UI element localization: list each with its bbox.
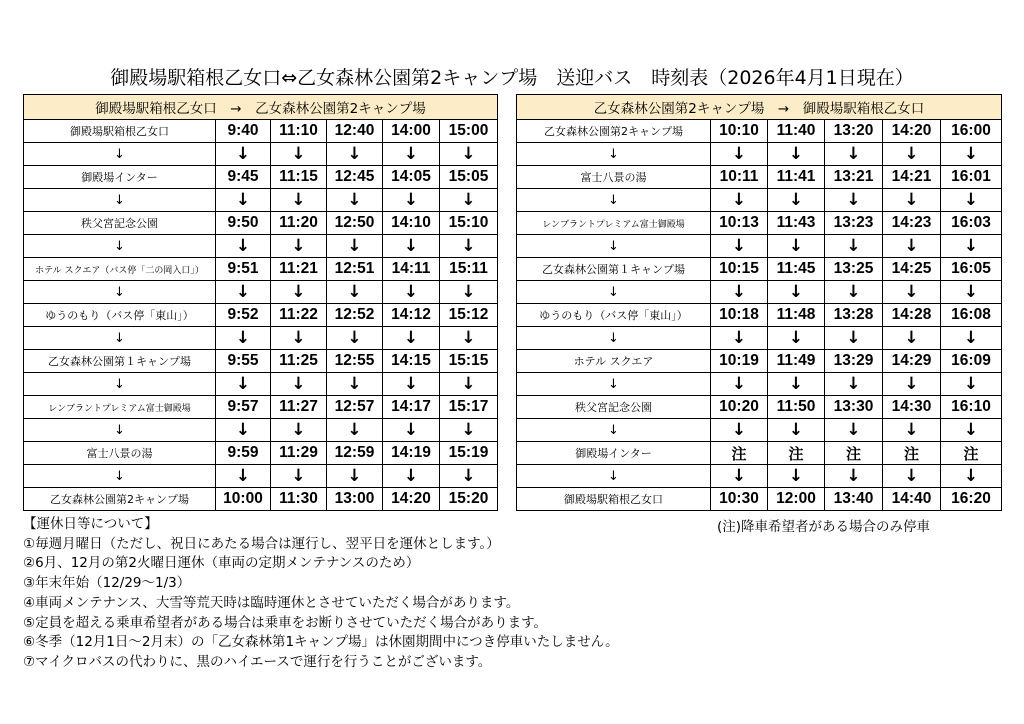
arrow-down-icon: ↓ <box>383 189 440 212</box>
arrow-down-icon: ↓ <box>517 465 711 488</box>
departure-time: 15:11 <box>440 258 498 281</box>
departure-time: 12:59 <box>327 442 383 465</box>
stop-name: 乙女森林公園第2キャンプ場 <box>517 120 711 143</box>
arrow-row <box>517 465 1002 488</box>
arrow-down-icon: ↓ <box>825 373 883 396</box>
stop-name: 乙女森林公園第１キャンプ場 <box>24 350 216 373</box>
arrow-down-icon: ↓ <box>768 327 825 350</box>
departure-time: 10:15 <box>711 258 768 281</box>
departure-time: 14:00 <box>383 120 440 143</box>
stop-name: 御殿場駅箱根乙女口 <box>24 120 216 143</box>
arrow-down-icon: ↓ <box>768 465 825 488</box>
stop-row <box>24 488 498 511</box>
departure-time: 11:10 <box>271 120 327 143</box>
arrow-down-icon: ↓ <box>711 143 768 166</box>
arrow-row <box>24 327 498 350</box>
departure-time: 16:08 <box>941 304 1002 327</box>
arrow-down-icon: ↓ <box>216 143 271 166</box>
arrow-down-icon: ↓ <box>440 419 498 442</box>
arrow-row <box>517 281 1002 304</box>
departure-time: 11:29 <box>271 442 327 465</box>
notes-heading: 【運休日等について】 <box>23 516 158 532</box>
arrow-down-icon: ↓ <box>271 465 327 488</box>
arrow-down-icon: ↓ <box>825 465 883 488</box>
stop-name: 秩父宮記念公園 <box>517 396 711 419</box>
arrow-down-icon: ↓ <box>883 327 941 350</box>
departure-time: 15:19 <box>440 442 498 465</box>
stop-name: 富士八景の湯 <box>24 442 216 465</box>
departure-time: 14:30 <box>883 396 941 419</box>
departure-time: 14:20 <box>383 488 440 511</box>
arrow-down-icon: ↓ <box>271 373 327 396</box>
departure-time: 15:10 <box>440 212 498 235</box>
departure-time: 12:40 <box>327 120 383 143</box>
arrow-down-icon: ↓ <box>327 327 383 350</box>
departure-time: 15:00 <box>440 120 498 143</box>
note-item: ①毎週月曜日（ただし、祝日にあたる場合は運行し、翌平日を運休とします。） <box>23 535 500 552</box>
arrow-down-icon: ↓ <box>825 143 883 166</box>
departure-time: 14:29 <box>883 350 941 373</box>
departure-time: 16:20 <box>941 488 1002 511</box>
arrow-down-icon: ↓ <box>941 373 1002 396</box>
stop-row <box>517 396 1002 419</box>
arrow-down-icon: ↓ <box>517 373 711 396</box>
note-marker: 注 <box>941 442 1002 465</box>
arrow-down-icon: ↓ <box>825 419 883 442</box>
departure-time: 13:00 <box>327 488 383 511</box>
departure-time: 11:27 <box>271 396 327 419</box>
arrow-row <box>24 189 498 212</box>
departure-time: 10:20 <box>711 396 768 419</box>
arrow-down-icon: ↓ <box>24 373 216 396</box>
departure-time: 10:00 <box>216 488 271 511</box>
arrow-down-icon: ↓ <box>941 143 1002 166</box>
stop-row <box>517 442 1002 465</box>
arrow-down-icon: ↓ <box>517 281 711 304</box>
departure-time: 9:55 <box>216 350 271 373</box>
stop-row <box>24 304 498 327</box>
arrow-down-icon: ↓ <box>711 373 768 396</box>
stop-row <box>24 396 498 419</box>
arrow-down-icon: ↓ <box>883 143 941 166</box>
arrow-down-icon: ↓ <box>941 419 1002 442</box>
stop-name: 富士八景の湯 <box>517 166 711 189</box>
departure-time: 13:29 <box>825 350 883 373</box>
arrow-down-icon: ↓ <box>327 281 383 304</box>
departure-time: 16:09 <box>941 350 1002 373</box>
arrow-down-icon: ↓ <box>327 235 383 258</box>
departure-time: 15:12 <box>440 304 498 327</box>
departure-time: 13:28 <box>825 304 883 327</box>
arrow-down-icon: ↓ <box>216 419 271 442</box>
timetable-outbound <box>23 94 498 511</box>
departure-time: 10:18 <box>711 304 768 327</box>
stop-row <box>517 212 1002 235</box>
arrow-row <box>24 373 498 396</box>
arrow-down-icon: ↓ <box>327 419 383 442</box>
arrow-row <box>24 281 498 304</box>
arrow-down-icon: ↓ <box>383 327 440 350</box>
departure-time: 9:57 <box>216 396 271 419</box>
note-marker: 注 <box>825 442 883 465</box>
footnote: (注)降車希望者がある場合のみ停車 <box>717 519 931 535</box>
arrow-down-icon: ↓ <box>711 189 768 212</box>
departure-time: 11:40 <box>768 120 825 143</box>
arrow-row <box>24 465 498 488</box>
departure-time: 14:23 <box>883 212 941 235</box>
arrow-down-icon: ↓ <box>383 235 440 258</box>
arrow-down-icon: ↓ <box>711 327 768 350</box>
note-item: ④車両メンテナンス、大雪等荒天時は臨時運休とさせていただく場合があります。 <box>23 594 520 611</box>
departure-time: 16:10 <box>941 396 1002 419</box>
departure-time: 10:30 <box>711 488 768 511</box>
stop-row <box>24 442 498 465</box>
arrow-down-icon: ↓ <box>941 235 1002 258</box>
departure-time: 9:59 <box>216 442 271 465</box>
arrow-down-icon: ↓ <box>768 235 825 258</box>
departure-time: 13:21 <box>825 166 883 189</box>
stop-row <box>517 258 1002 281</box>
departure-time: 12:50 <box>327 212 383 235</box>
departure-time: 10:19 <box>711 350 768 373</box>
arrow-down-icon: ↓ <box>440 235 498 258</box>
arrow-down-icon: ↓ <box>271 419 327 442</box>
note-item: ⑦マイクロバスの代わりに、黒のハイエースで運行を行うことがございます。 <box>23 653 492 670</box>
departure-time: 9:45 <box>216 166 271 189</box>
departure-time: 11:41 <box>768 166 825 189</box>
arrow-down-icon: ↓ <box>327 465 383 488</box>
stop-name: ホテル スクエア（バス停「二の岡入口」） <box>24 258 216 281</box>
arrow-row <box>517 189 1002 212</box>
arrow-down-icon: ↓ <box>825 235 883 258</box>
arrow-down-icon: ↓ <box>941 281 1002 304</box>
departure-time: 9:51 <box>216 258 271 281</box>
arrow-down-icon: ↓ <box>327 373 383 396</box>
arrow-down-icon: ↓ <box>941 465 1002 488</box>
departure-time: 14:15 <box>383 350 440 373</box>
departure-time: 14:17 <box>383 396 440 419</box>
arrow-down-icon: ↓ <box>383 419 440 442</box>
departure-time: 14:21 <box>883 166 941 189</box>
arrow-down-icon: ↓ <box>271 327 327 350</box>
departure-time: 14:12 <box>383 304 440 327</box>
departure-time: 13:30 <box>825 396 883 419</box>
stop-row <box>24 166 498 189</box>
arrow-down-icon: ↓ <box>517 235 711 258</box>
departure-time: 11:21 <box>271 258 327 281</box>
arrow-down-icon: ↓ <box>440 373 498 396</box>
note-marker: 注 <box>883 442 941 465</box>
arrow-down-icon: ↓ <box>711 465 768 488</box>
arrow-down-icon: ↓ <box>883 281 941 304</box>
stop-row <box>24 212 498 235</box>
arrow-down-icon: ↓ <box>383 373 440 396</box>
stop-name: ゆうのもり（バス停「東山」） <box>517 304 711 327</box>
arrow-down-icon: ↓ <box>440 189 498 212</box>
departure-time: 14:11 <box>383 258 440 281</box>
arrow-down-icon: ↓ <box>216 373 271 396</box>
arrow-down-icon: ↓ <box>216 327 271 350</box>
note-item: ③年末年始（12/29～1/3） <box>23 575 191 592</box>
departure-time: 14:25 <box>883 258 941 281</box>
timetable-return <box>516 94 1002 511</box>
departure-time: 14:05 <box>383 166 440 189</box>
arrow-row <box>517 235 1002 258</box>
stop-name: ゆうのもり（バス停「東山」） <box>24 304 216 327</box>
stop-name: レンブラントプレミアム富士御殿場 <box>517 212 711 235</box>
stop-row <box>517 304 1002 327</box>
arrow-down-icon: ↓ <box>941 189 1002 212</box>
arrow-down-icon: ↓ <box>768 373 825 396</box>
arrow-down-icon: ↓ <box>825 327 883 350</box>
departure-time: 11:30 <box>271 488 327 511</box>
arrow-row <box>517 143 1002 166</box>
departure-time: 16:05 <box>941 258 1002 281</box>
arrow-down-icon: ↓ <box>517 189 711 212</box>
stop-name: レンブラントプレミアム富士御殿場 <box>24 396 216 419</box>
stop-row <box>517 120 1002 143</box>
outbound-header: 御殿場駅箱根乙女口 → 乙女森林公園第2キャンプ場 <box>24 95 498 120</box>
stop-name: 御殿場インター <box>24 166 216 189</box>
return-header: 乙女森林公園第2キャンプ場 → 御殿場駅箱根乙女口 <box>517 95 1002 120</box>
departure-time: 12:55 <box>327 350 383 373</box>
arrow-row <box>24 235 498 258</box>
arrow-down-icon: ↓ <box>271 235 327 258</box>
departure-time: 11:49 <box>768 350 825 373</box>
departure-time: 9:50 <box>216 212 271 235</box>
departure-time: 10:11 <box>711 166 768 189</box>
arrow-down-icon: ↓ <box>216 189 271 212</box>
departure-time: 14:10 <box>383 212 440 235</box>
departure-time: 16:00 <box>941 120 1002 143</box>
arrow-down-icon: ↓ <box>883 465 941 488</box>
arrow-down-icon: ↓ <box>327 189 383 212</box>
arrow-row <box>24 419 498 442</box>
note-item: ⑤定員を超える乗車希望者がある場合は乗車をお断りさせていただく場合があります。 <box>23 614 548 631</box>
arrow-down-icon: ↓ <box>768 281 825 304</box>
arrow-down-icon: ↓ <box>825 189 883 212</box>
departure-time: 11:25 <box>271 350 327 373</box>
arrow-down-icon: ↓ <box>883 419 941 442</box>
arrow-down-icon: ↓ <box>883 235 941 258</box>
arrow-down-icon: ↓ <box>24 327 216 350</box>
departure-time: 10:10 <box>711 120 768 143</box>
departure-time: 9:52 <box>216 304 271 327</box>
arrow-down-icon: ↓ <box>517 143 711 166</box>
arrow-down-icon: ↓ <box>383 143 440 166</box>
departure-time: 11:22 <box>271 304 327 327</box>
departure-time: 11:15 <box>271 166 327 189</box>
arrow-down-icon: ↓ <box>271 189 327 212</box>
stop-name: 御殿場駅箱根乙女口 <box>517 488 711 511</box>
stop-name: 秩父宮記念公園 <box>24 212 216 235</box>
arrow-down-icon: ↓ <box>24 235 216 258</box>
arrow-row <box>24 143 498 166</box>
arrow-down-icon: ↓ <box>768 189 825 212</box>
note-item: ②6月、12月の第2火曜日運休（車両の定期メンテナンスのため） <box>23 555 420 572</box>
arrow-down-icon: ↓ <box>440 143 498 166</box>
departure-time: 9:40 <box>216 120 271 143</box>
departure-time: 11:45 <box>768 258 825 281</box>
arrow-down-icon: ↓ <box>24 189 216 212</box>
arrow-down-icon: ↓ <box>271 281 327 304</box>
departure-time: 10:13 <box>711 212 768 235</box>
departure-time: 11:50 <box>768 396 825 419</box>
departure-time: 14:19 <box>383 442 440 465</box>
page-title: 御殿場駅箱根乙女口⇔乙女森林公園第2キャンプ場 送迎バス 時刻表（2026年4月1日現在） <box>110 67 914 89</box>
stop-row <box>517 488 1002 511</box>
arrow-down-icon: ↓ <box>216 465 271 488</box>
note-marker: 注 <box>768 442 825 465</box>
service-notes <box>23 515 619 673</box>
departure-time: 13:25 <box>825 258 883 281</box>
arrow-down-icon: ↓ <box>440 465 498 488</box>
stop-name: 乙女森林公園第2キャンプ場 <box>24 488 216 511</box>
stop-name: 御殿場インター <box>517 442 711 465</box>
departure-time: 15:05 <box>440 166 498 189</box>
arrow-down-icon: ↓ <box>216 235 271 258</box>
arrow-down-icon: ↓ <box>711 281 768 304</box>
departure-time: 11:20 <box>271 212 327 235</box>
arrow-down-icon: ↓ <box>825 281 883 304</box>
stop-name: ホテル スクエア <box>517 350 711 373</box>
stop-name: 乙女森林公園第１キャンプ場 <box>517 258 711 281</box>
arrow-down-icon: ↓ <box>440 327 498 350</box>
arrow-down-icon: ↓ <box>883 373 941 396</box>
departure-time: 12:52 <box>327 304 383 327</box>
stop-row <box>24 120 498 143</box>
departure-time: 11:48 <box>768 304 825 327</box>
note-marker: 注 <box>711 442 768 465</box>
arrow-down-icon: ↓ <box>216 281 271 304</box>
arrow-down-icon: ↓ <box>711 235 768 258</box>
arrow-down-icon: ↓ <box>883 189 941 212</box>
departure-time: 14:20 <box>883 120 941 143</box>
departure-time: 13:20 <box>825 120 883 143</box>
arrow-down-icon: ↓ <box>768 419 825 442</box>
departure-time: 14:28 <box>883 304 941 327</box>
departure-time: 12:51 <box>327 258 383 281</box>
arrow-down-icon: ↓ <box>711 419 768 442</box>
note-item: ⑥冬季（12月1日～2月末）の「乙女森林第1キャンプ場」は休園期間中につき停車いたしません。 <box>23 634 619 651</box>
arrow-row <box>517 327 1002 350</box>
departure-time: 14:40 <box>883 488 941 511</box>
departure-time: 12:45 <box>327 166 383 189</box>
departure-time: 12:57 <box>327 396 383 419</box>
arrow-down-icon: ↓ <box>24 281 216 304</box>
stop-row <box>517 166 1002 189</box>
departure-time: 13:23 <box>825 212 883 235</box>
arrow-down-icon: ↓ <box>383 465 440 488</box>
arrow-down-icon: ↓ <box>271 143 327 166</box>
departure-time: 15:20 <box>440 488 498 511</box>
departure-time: 15:15 <box>440 350 498 373</box>
arrow-row <box>517 373 1002 396</box>
stop-row <box>24 350 498 373</box>
departure-time: 12:00 <box>768 488 825 511</box>
arrow-down-icon: ↓ <box>517 419 711 442</box>
departure-time: 15:17 <box>440 396 498 419</box>
arrow-row <box>517 419 1002 442</box>
arrow-down-icon: ↓ <box>517 327 711 350</box>
arrow-down-icon: ↓ <box>440 281 498 304</box>
departure-time: 16:01 <box>941 166 1002 189</box>
arrow-down-icon: ↓ <box>24 143 216 166</box>
arrow-down-icon: ↓ <box>383 281 440 304</box>
stop-row <box>24 258 498 281</box>
departure-time: 13:40 <box>825 488 883 511</box>
departure-time: 16:03 <box>941 212 1002 235</box>
arrow-down-icon: ↓ <box>768 143 825 166</box>
arrow-down-icon: ↓ <box>24 419 216 442</box>
departure-time: 11:43 <box>768 212 825 235</box>
stop-row <box>517 350 1002 373</box>
arrow-down-icon: ↓ <box>327 143 383 166</box>
arrow-down-icon: ↓ <box>24 465 216 488</box>
arrow-down-icon: ↓ <box>941 327 1002 350</box>
